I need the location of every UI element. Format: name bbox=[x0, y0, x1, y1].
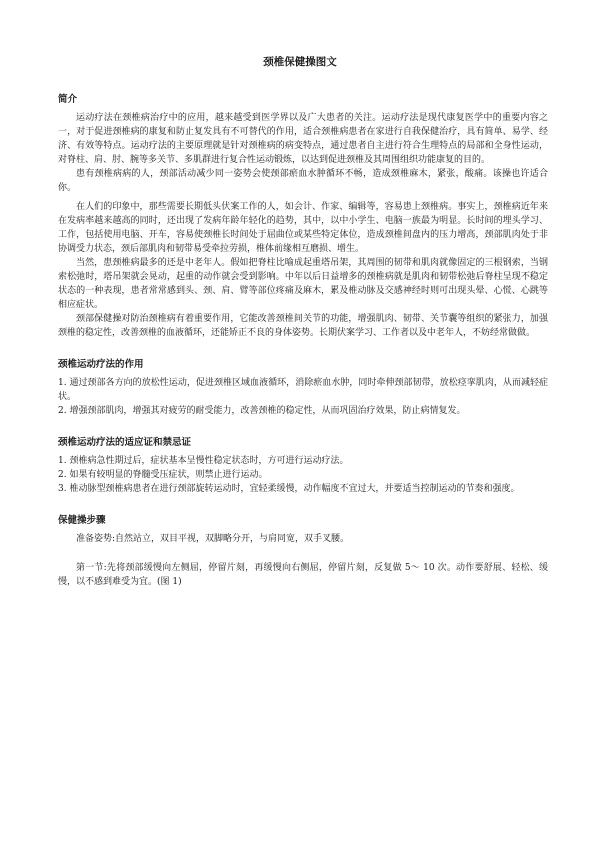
intro-heading: 简介 bbox=[58, 94, 78, 105]
intro-paragraph: 患有颈椎病病的人，颈部活动减少同一姿势会使颈部瘀血水肿循环不畅，造成颈椎麻木，紧张，酸痛。该操也许适合你。 bbox=[58, 169, 548, 193]
steps-heading: 保健操步骤 bbox=[58, 515, 106, 526]
indications-list-item: 3. 椎动脉型颈椎病患者在进行颈部旋转运动时，宜轻柔缓慢，动作幅度不宜过大，并要适当控制运动的节奏和强度。 bbox=[58, 484, 520, 494]
steps-section-1: 第一节:先将颈部缓慢向左侧屈，停留片刻，再缓慢向右侧屈，停留片刻，反复做 5～ 10 次。动作要舒展、轻松、缓慢，以不感到难受为宜。(图 1) bbox=[58, 563, 548, 587]
document-title: 颈椎保健操图文 bbox=[263, 56, 337, 68]
effects-list-item: 2. 增强颈部肌肉，增强其对疲劳的耐受能力，改善颈椎的稳定性，从而巩固治疗效果，防止病情复发。 bbox=[58, 406, 466, 416]
intro-paragraph: 在人们的印象中，那些需要长期低头伏案工作的人，如会计、作家、编辑等，容易患上颈椎病。事实上，颈椎病近年来在发病率越来越高的同时，还出现了发病年龄年轻化的趋势，其中，以中小学生、电脑一族最为明显。长时间的埋头学习、工作，包括使用电脑、开车，容易使颈椎长时间处于屈曲位或某些特定体位，造成颈椎间盘内的压力增高，颈部肌肉处于非协调受力状态，颈后部肌肉和韧带易受牵拉劳损，椎体前缘相互磨损、增生。 bbox=[58, 202, 548, 254]
steps-preparation: 准备姿势:自然站立，双目平视，双脚略分开，与肩同宽，双手叉腰。 bbox=[76, 534, 350, 544]
intro-paragraph: 当然，患颈椎病最多的还是中老年人。假如把脊柱比喻成起重塔吊架，其周围的韧带和肌肉就像固定的三根钢索，当钢索松弛时，塔吊架就会晃动，起重的动作就会受到影响。中年以后日益增多的颈椎病就是肌肉和韧带松弛后脊柱呈现不稳定状态的一种表现，患者常常感到头、颈、肩、臂等部位疼痛及麻木，累及椎动脉及交感神经时则可出现头晕、心慌、心跳等相应症状。 bbox=[58, 258, 548, 310]
effects-list-item: 1. 通过颈部各方向的放松性运动，促进颈椎区域血液循环，消除瘀血水肿，同时牵伸颈部韧带，放松痉挛肌肉，从而减轻症状。 bbox=[58, 378, 548, 402]
document-body bbox=[58, 93, 548, 589]
effects-heading: 颈椎运动疗法的作用 bbox=[58, 359, 144, 370]
indications-heading: 颈椎运动疗法的适应证和禁忌证 bbox=[58, 437, 192, 448]
intro-paragraph: 运动疗法在颈椎病治疗中的应用，越来越受到医学界以及广大患者的关注。运动疗法是现代康复医学中的重要内容之一，对于促进颈椎病的康复和防止复发具有不可替代的作用，适合颈椎病患者在家进行自我保健治疗，具有简单、易学、经济、有效等特点。运动疗法的主要原理就是针对颈椎病的病变特点，通过患者自主进行符合生理特点的局部和全身性运动，对脊柱、肩、肘、腕等多关节、多肌群进行复合性运动锻炼，以达到促进颈椎及其周围组织功能康复的目的。 bbox=[58, 113, 548, 165]
indications-list-item: 1. 颈椎病急性期过后，症状基本呈慢性稳定状态时，方可进行运动疗法。 bbox=[58, 456, 349, 466]
indications-list-item: 2. 如果有较明显的脊髓受压症状，则禁止进行运动。 bbox=[58, 470, 268, 480]
intro-paragraph: 颈部保健操对防治颈椎病有着重要作用，它能改善颈椎间关节的功能，增强肌肉、韧带、关节囊等组织的紧张力，加强颈椎的稳定性，改善颈椎的血液循环，还能矫正不良的身体姿势。长期伏案学习、工作者以及中老年人，不妨经常做做。 bbox=[58, 314, 548, 338]
